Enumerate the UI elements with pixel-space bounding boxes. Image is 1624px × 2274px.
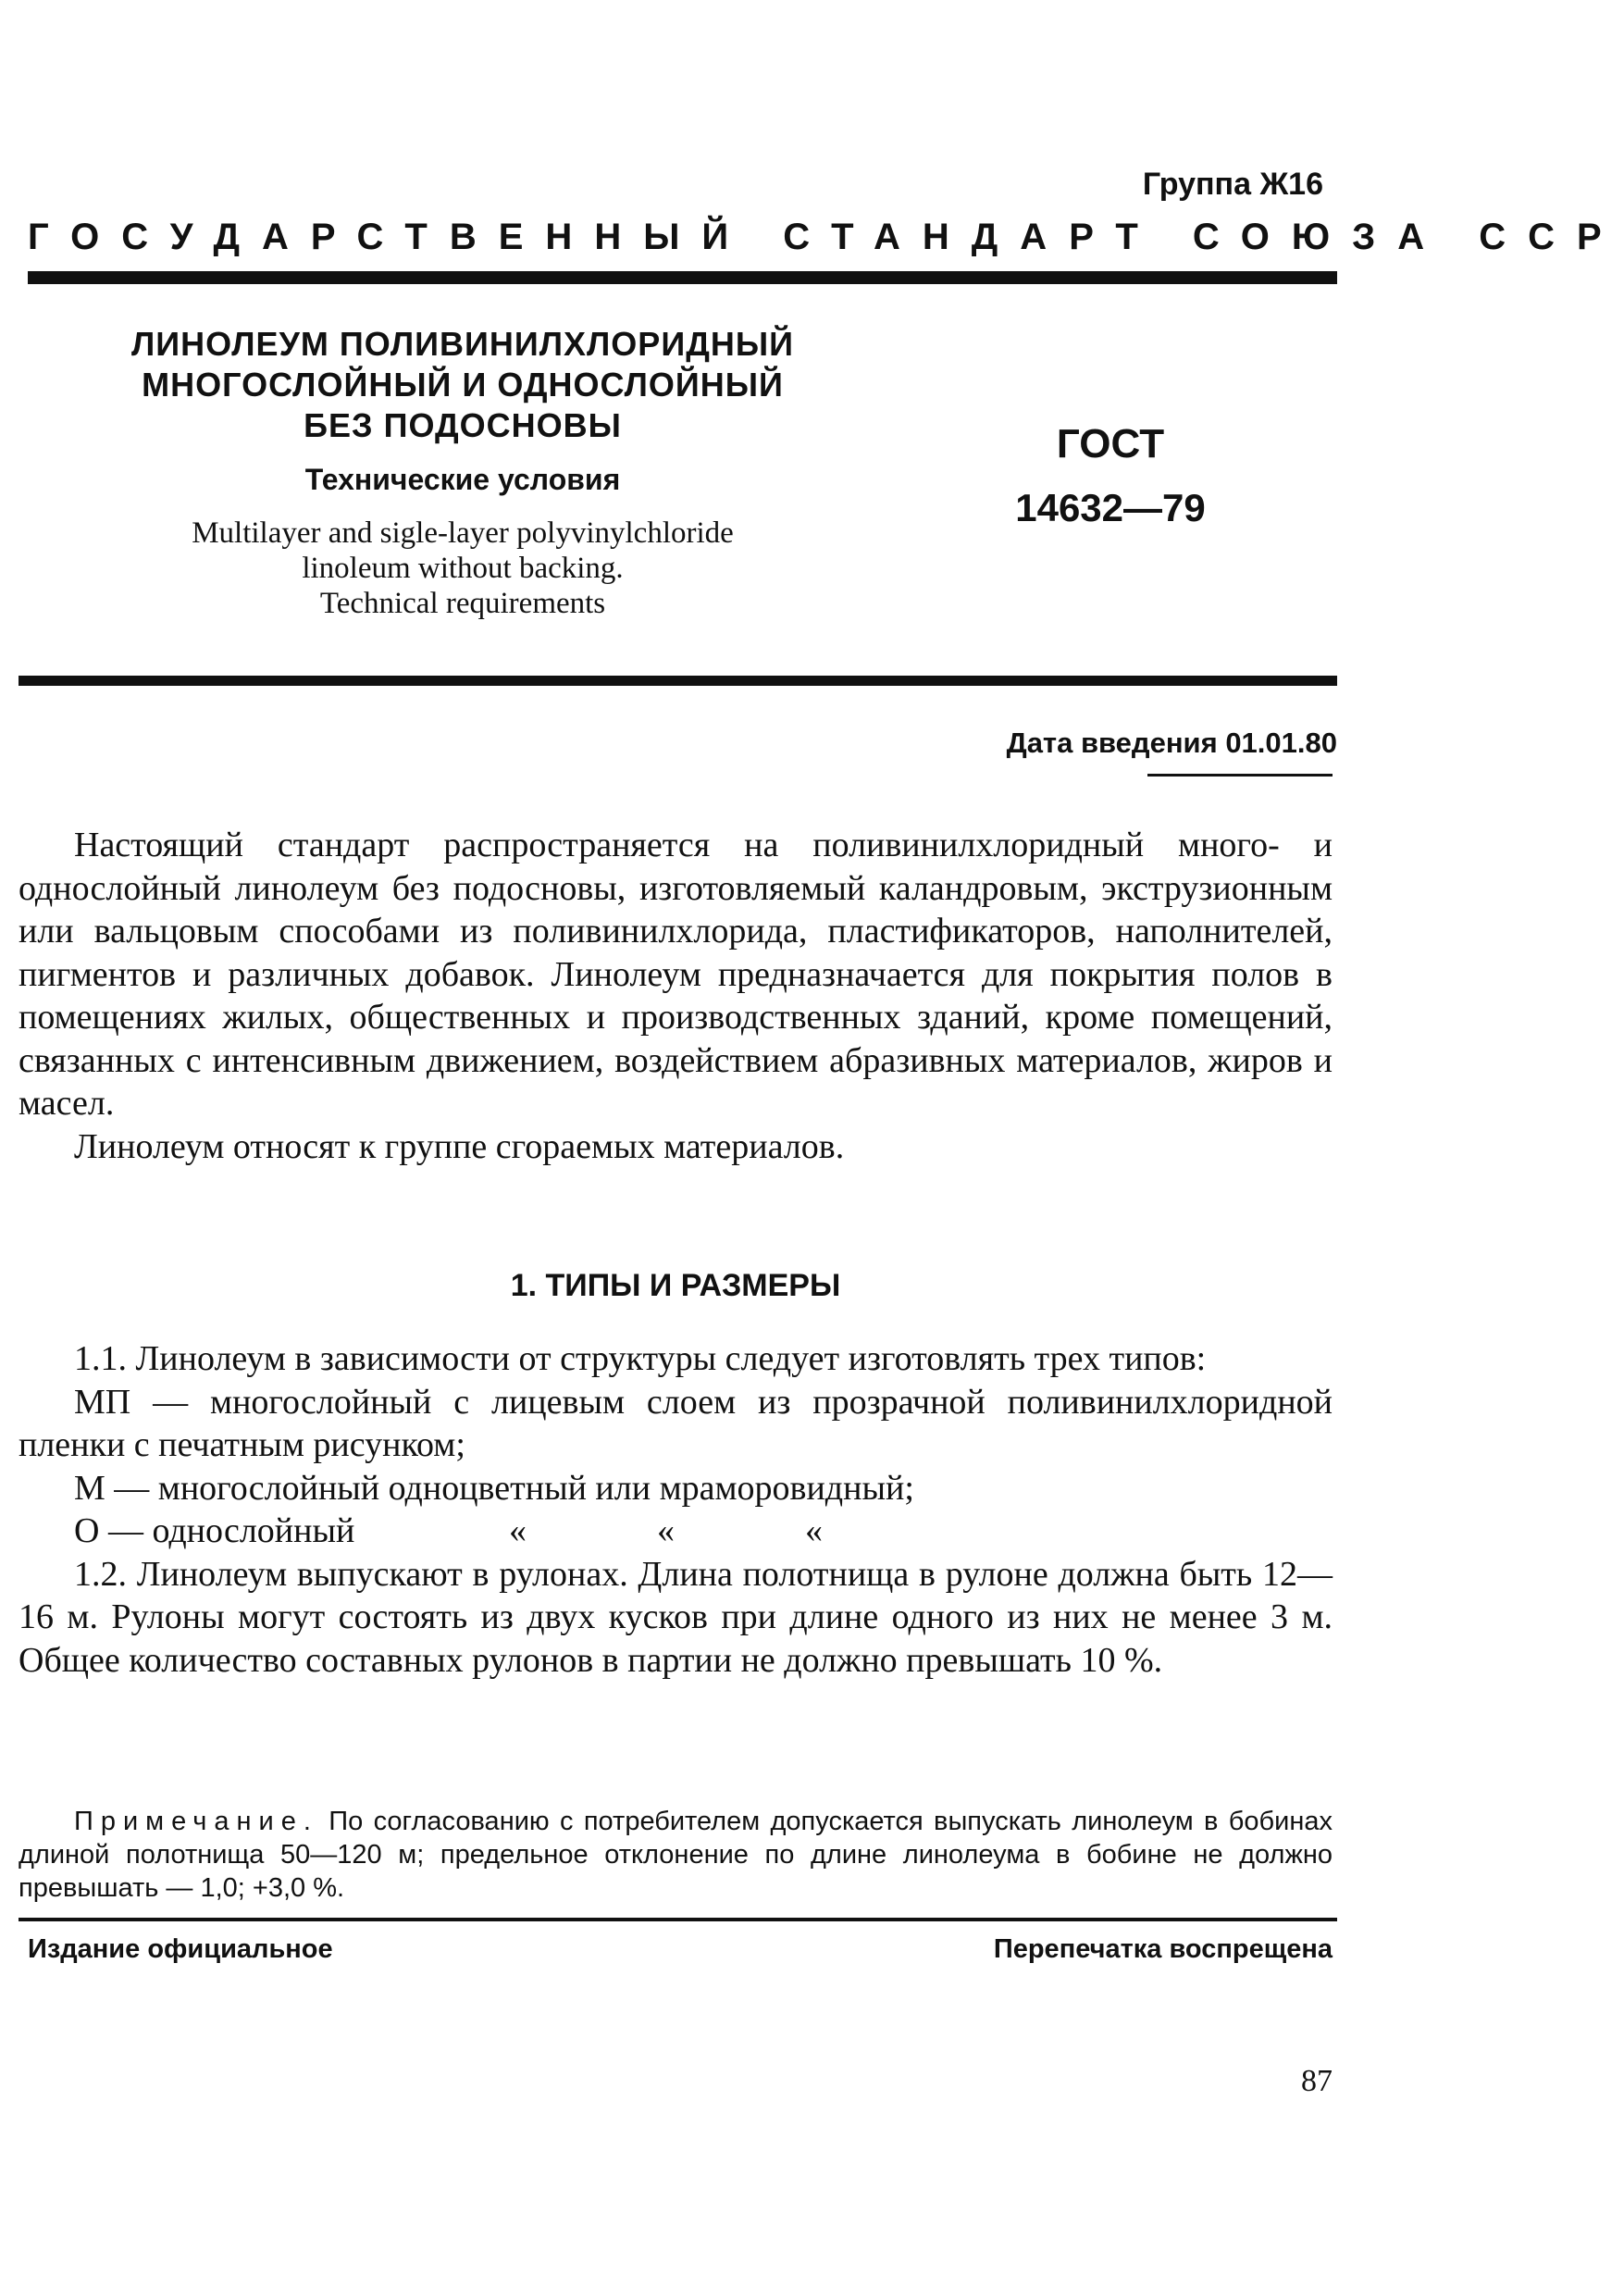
title-line-1: ЛИНОЛЕУМ ПОЛИВИНИЛХЛОРИДНЫЙ <box>131 325 794 363</box>
type-m: М — многослойный одноцветный или мраморовидный; <box>74 1468 914 1508</box>
footer-divider <box>19 1918 1337 1921</box>
introduction-date: Дата введения 01.01.80 <box>1006 727 1337 759</box>
clause-1-1: 1.1. Линолеум в зависимости от структуры следует изготовлять трех типов: <box>74 1339 1207 1378</box>
section-1-content <box>19 1337 1333 1682</box>
note-label: Примечание. <box>74 1807 318 1836</box>
title-line-3: БЕЗ ПОДОСНОВЫ <box>304 406 622 444</box>
title-subtitle: Технические условия <box>304 463 621 496</box>
type-o-label: О — однослойный <box>74 1511 355 1550</box>
section-heading: 1. ТИПЫ И РАЗМЕРЫ <box>510 1268 841 1303</box>
introduction-text <box>19 824 1333 1168</box>
ditto-mark: « <box>657 1511 675 1550</box>
intro-paragraph-2: Линолеум относят к группе сгораемых материалов. <box>74 1126 845 1166</box>
page-number: 87 <box>1301 2064 1333 2098</box>
type-mp: МП — многослойный с лицевым слоем из прозрачной поливинилхлоридной пленки с печатным рисунком; <box>19 1382 1333 1464</box>
title-divider <box>19 676 1337 686</box>
state-standard-title: ГОСУДАРСТВЕННЫЙ СТАНДАРТ СОЮЗА ССР <box>28 217 1624 257</box>
english-title <box>83 516 842 621</box>
note-text: По согласованию с потребителем допускается выпускать линолеум в бобинах длиной полотнища 50—120 м; предельное отклонение по длине линолеума в бобине не должно превышать — 1,0; +3,0 %. <box>19 1807 1333 1903</box>
header-divider <box>28 271 1337 284</box>
english-title-line-2: linoleum without backing. <box>302 552 624 585</box>
clause-1-2: 1.2. Линолеум выпускают в рулонах. Длина полотнища в рулоне должна быть 12—16 м. Рулоны могут состоять из двух кусков при длине одного из них не менее 3 м. Общее количество составных рулонов в партии не должно превышать 10 %. <box>19 1554 1333 1680</box>
note <box>19 1805 1333 1905</box>
date-underline <box>1147 774 1333 777</box>
type-o <box>19 1510 1333 1553</box>
footer-reprint-notice: Перепечатка воспрещена <box>993 1934 1333 1964</box>
ditto-mark: « <box>509 1511 527 1550</box>
footer-official-edition: Издание официальное <box>28 1934 333 1964</box>
gost-label: ГОСТ <box>1056 421 1165 466</box>
gost-number: 14632—79 <box>1015 486 1206 529</box>
ditto-mark: « <box>805 1511 823 1550</box>
group-code: Группа Ж16 <box>1142 167 1323 202</box>
title-line-2: МНОГОСЛОЙНЫЙ И ОДНОСЛОЙНЫЙ <box>142 366 784 404</box>
english-title-line-1: Multilayer and sigle-layer polyvinylchloride <box>192 516 734 550</box>
intro-paragraph-1: Настоящий стандарт распространяется на поливинилхлоридный много- и однослойный линолеум без подосновы, изготовляемый каландровым, экструзионным или вальцовым способами из поливинилхлорида, пластификаторов, наполнителей, пигментов и различных добавок. Линолеум предназначается для покрытия полов в помещениях жилых, общественных и производственных зданий, кроме помещений, связанных с интенсивным движением, воздействием абразивных материалов, жиров и масел. <box>19 826 1333 1123</box>
document-title-block <box>83 324 842 621</box>
english-title-line-3: Technical requirements <box>319 587 606 620</box>
gost-designation <box>972 421 1249 530</box>
